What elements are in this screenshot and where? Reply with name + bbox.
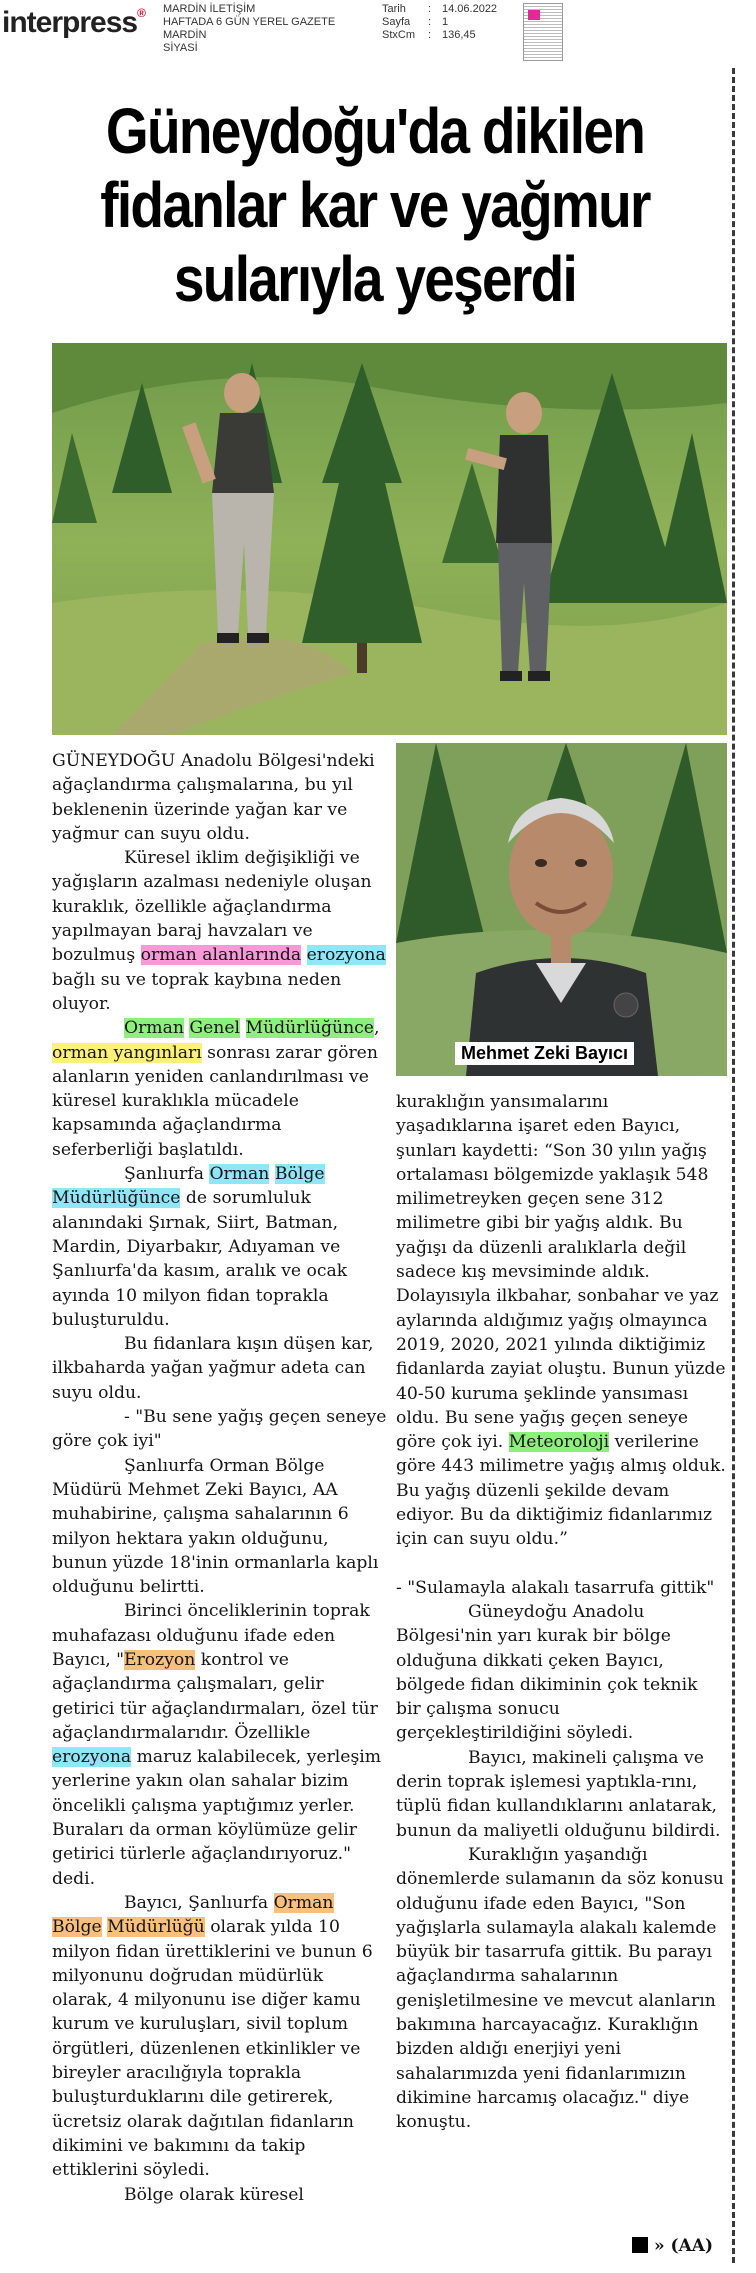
paragraph: Bayıcı, Şanlıurfa Orman Bölge Müdürlüğü olarak yılda 10 milyon fidan ürettiklerini ve bunun 6 milyonunu doğrudan müdürlük olarak, 4 milyonunu ise diğer kamu kurum ve kuruluşları, sivil toplum örgütleri, düzenlenen etkinlikler ve bireyler aracılığıyla toprakla buluşturduklarını dile getirerek, ücretsiz olarak dağıtılan fidanların dikimini ve bakımını da takip ettiklerini söyledi. [52,1892,373,2181]
end-square-icon [632,2237,648,2253]
clipping-header [0,0,756,64]
article-headline: Güneydoğu'da dikilen fidanlar kar ve yağmur sularıyla yeşerdi [100,95,650,315]
clipping-values [442,3,497,42]
article-left-column [52,749,387,2207]
paragraph: Şanlıurfa Orman Bölge Müdürlüğünce de sorumluluk alanındaki Şırnak, Siirt, Batman, Mardin, Diyarbakır, Adıyaman ve Şanlıurfa'da kasım, aralık ve ocak ayında 10 milyon fidan toprakla buluşturuldu. [52,1164,348,1330]
clipping-labels [382,3,415,42]
page-value: 1 [442,16,449,28]
publication-city: MARDİN [163,29,207,41]
publication-frequency: HAFTADA 6 GÜN YEREL GAZETE [163,16,336,28]
paragraph: Orman Genel Müdürlüğünce, orman yangınları sonrası zarar gören alanların yeniden canlandırılması ve küresel kuraklıkla mücadele kapsamında ağaçlandırma seferberliği başlatıldı. [52,1018,380,1160]
paragraph: kuraklığın yansımalarını yaşadıklarına işaret eden Bayıcı, şunları kaydetti: “Son 30 yılın yağış ortalaması bölgemizde yaklaşık 548 milimetreyken geçen sene 312 milimetre gibi bir yağış aldık. Bu yağışı da düzenli aralıklarla değil sadece kış mevsiminde aldık. Dolayısıyla ilkbahar, sonbahar ve yaz aylarında aldığımız yağış olmayınca 2019, 2020, 2021 yılında diktiğimiz fidanlarda zayiat oluştu. Bunun yüzde 40-50 kuruma şeklinde yansıması oldu. Bu sene yağış geçen seneye göre çok iyi. Meteoroloji verilerine göre 443 milimetre yağış almış olduk. Bu yağış düzenli şekilde devam ediyor. Bu da diktiğimiz fidanlarımız için can suyu oldu.” [396,1092,726,1550]
clipping-separators: : : : [428,3,432,41]
publication-info [163,3,335,55]
paragraph: Güneydoğu Anadolu Bölgesi'nin yarı kurak bir bölge olduğuna dikkati çeken Bayıcı, bölgede fidan dikiminin çok teknik bir çalışma sonucu gerçekleştirildiğini söyledi. [396,1601,698,1744]
paragraph: Bu fidanlara kışın düşen kar, ilkbaharda yağan yağmur adeta can suyu oldu. [52,1334,374,1403]
date-label: Tarih [382,3,406,15]
subheading: - "Bu sene yağış geçen seneye göre çok iyi" [52,1407,387,1452]
size-label: StxCm [382,29,415,41]
interpress-logo: interpress® [2,6,145,39]
paragraph: GÜNEYDOĞU Anadolu Bölgesi'ndeki ağaçlandırma çalışmalarına, bu yıl beklenenin üzerinde yağan kar ve yağmur can suyu oldu. [52,751,375,844]
portrait-caption: Mehmet Zeki Bayıcı [455,1042,634,1065]
article-end-marker: » (AA) [632,2236,713,2256]
paragraph: Bölge olarak küresel [124,2184,304,2205]
date-value: 14.06.2022 [442,3,498,15]
article-right-column [396,1090,727,2134]
size-value: 136,45 [442,29,476,41]
page-label: Sayfa [382,16,411,28]
page-thumbnail [523,3,563,61]
article-portrait-photo [396,743,727,1076]
publication-section: SİYASİ [163,42,198,54]
paragraph: Kuraklığın yaşandığı dönemlerde sulamanın da söz konusu olduğunu ifade eden Bayıcı, "Son yağışlarla sulamayla alakalı kalemde büyük bir tasarrufa gittik. Bu parayı ağaçlandırma sahalarının genişletilmesine ve mevcut alanların bakımına harcayacağız. Kuraklığın bizden aldığı enerjiyi yeni sahalarımızda yeni fidanlarımızın dikimine harcamış olacağız." diye konuştu. [396,1844,724,2133]
subheading: - "Sulamayla alakalı tasarrufa gittik" [396,1577,715,1598]
paragraph: Küresel iklim değişikliği ve yağışların azalması nedeniyle oluşan kuraklık, özellikle ağaçlandırma yapılmayan baraj havzaları ve bozulmuş orman alanlarında erozyona bağlı su ve toprak kaybına neden oluyor. [52,848,386,1014]
paragraph: Bayıcı, makineli çalışma ve derin toprak işlemesi yaptıkla-rını, tüplü fidan kullandıklarını anlatarak, bunun da maliyetli olduğunu bildirdi. [396,1747,721,1841]
paragraph: Birinci önceliklerinin toprak muhafazası olduğunu ifade eden Bayıcı, "Erozyon kontrol ve ağaçlandırma çalışmaları, gelir getirici tür ağaçlandırmaları, özel tür ağaçlandırmalarıdır. Özellikle erozyona maruz kalabilecek, yerleşim yerlerine yakın olan sahalar bizim öncelikli çalışma yaptığımız yerler. Buraları da orman köylümüze gelir getirici türlerle ağaçlandırıyoruz." dedi. [52,1601,382,1889]
article-main-photo [52,343,727,735]
publisher-name: MARDİN İLETİŞİM [163,3,256,15]
clipping-border [732,68,735,2263]
paragraph: Şanlıurfa Orman Bölge Müdürü Mehmet Zeki Bayıcı, AA muhabirine, çalışma sahalarının 6 milyon hektara yakın olduğunu, bunun yüzde 18'inin ormanlarla kaplı olduğunu belirtti. [52,1455,379,1598]
